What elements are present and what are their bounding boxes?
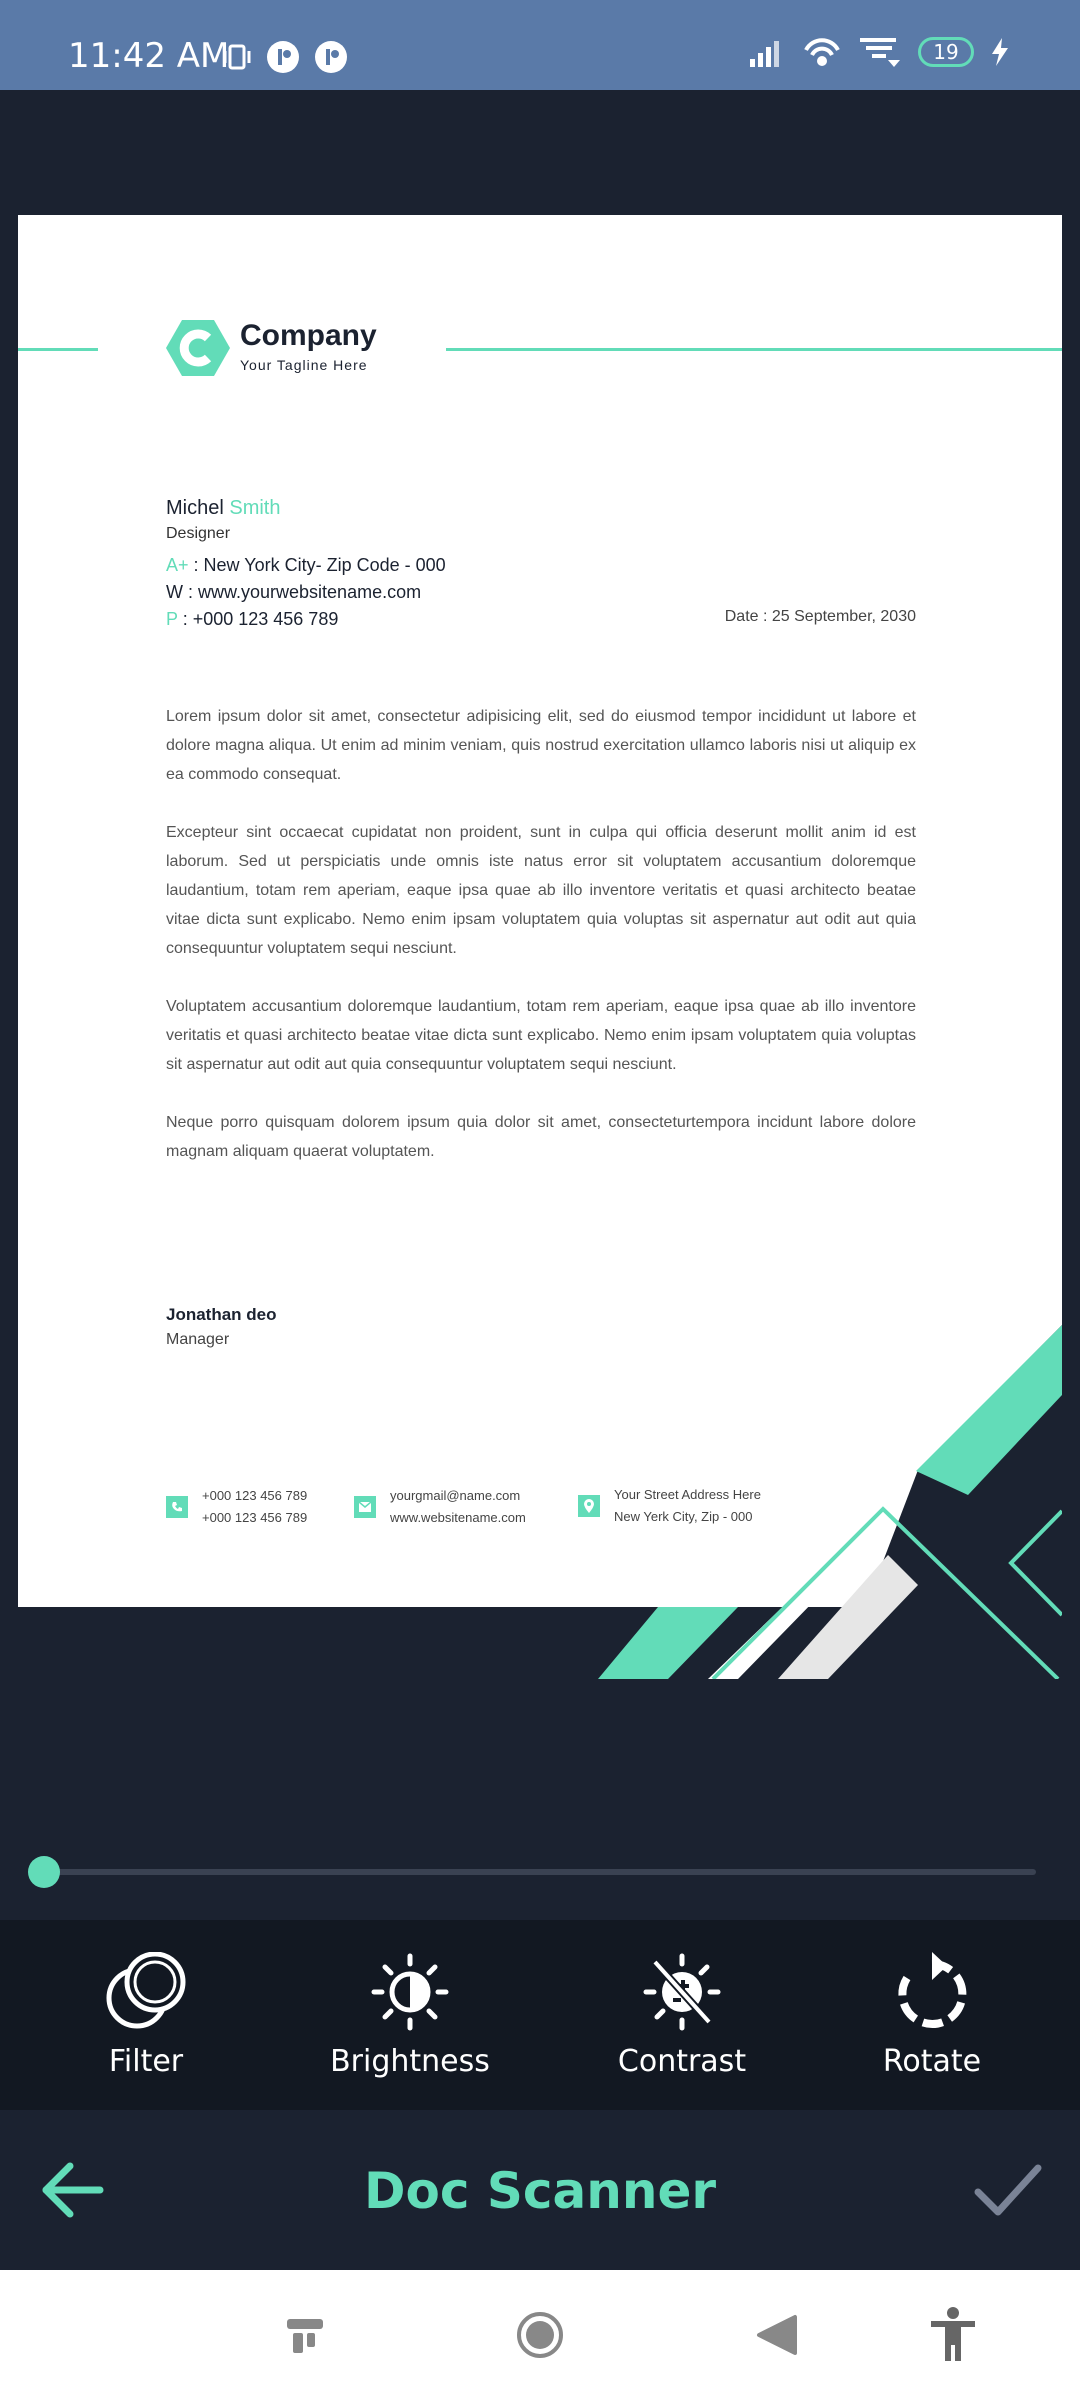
footer-phone [166,1485,307,1529]
brightness-icon [365,1952,455,2032]
charging-icon [990,37,1010,67]
body-paragraph: Lorem ipsum dolor sit amet, consectetur adipisicing elit, sed do eiusmod tempor incididunt ut labore et dolore magna aliqua. Ut enim ad minim veniam, quis nostrud exercitation ullamco laboris nisi ut aliquip ex ea commodo consequat. [166,708,916,783]
back-nav-button[interactable] [752,2310,802,2360]
sender-last-name: Smith [229,497,281,519]
system-navigation-bar [0,2270,1080,2400]
confirm-check-icon[interactable] [974,2160,1042,2220]
phone-prefix: P [166,609,178,629]
signer-role: Manager [166,1331,230,1348]
vibrate-icon [222,42,252,72]
website-prefix: W [166,582,183,602]
document-preview[interactable] [18,215,1062,1679]
filter-icon [101,1952,191,2032]
back-triangle-icon [755,2313,799,2357]
adjustment-slider-track[interactable] [44,1869,1036,1875]
mail-icon [354,1496,376,1518]
body-paragraph: Excepteur sint occaecat cupidatat non proident, sunt in culpa qui officia deserunt mollit anim id est laborum. Sed ut perspiciatis unde omnis iste natus error sit voluptatem accusantium doloremque laudantium, totam rem aperiam, eaque ipsa quae ab illo inventore veritatis et quasi architecto beatae vitae dicta sunt explicabo. Nemo enim ipsam voluptatem quia voluptas sit aspernatur aut odit aut quia consequuntur voluptatem sequi nesciunt. [166,824,916,957]
document-decoration [18,215,1062,1679]
contrast-icon [637,1952,727,2032]
status-time: 11:42 AM [68,36,230,76]
accessibility-button[interactable] [928,2310,978,2360]
app-title: Doc Scanner [363,2162,717,2220]
recent-apps-icon [283,2313,327,2357]
sender-first-name: Michel [166,497,224,519]
wifi-icon [858,36,902,68]
company-name: Company [240,319,377,352]
footer-web-text: www.websitename.com [390,1510,526,1525]
brightness-button[interactable] [330,1920,490,2110]
letter-date: Date : 25 September, 2030 [724,608,916,625]
website-text: : www.yourwebsitename.com [183,582,422,602]
sender-role: Designer [166,525,231,542]
battery-indicator: 19 [918,37,974,67]
filter-button[interactable] [86,1920,206,2110]
address-prefix: A+ [166,555,189,575]
location-pin-icon [578,1495,600,1517]
phone-text: : +000 123 456 789 [177,609,339,629]
app-bar [0,2110,1080,2270]
body-paragraph: Voluptatem accusantium doloremque laudantium, totam rem aperiam, eaque ipsa quae ab illo inventore veritatis et quasi architecto beatae vitae dicta sunt explicabo. Nemo enim ipsam voluptatem quia voluptas sit aspernatur aut odit aut quia consequuntur voluptatem sequi nesciunt. [166,998,916,1073]
contrast-label: Contrast [617,2044,747,2079]
app-notification-icon [314,40,348,74]
edit-toolbar [0,1920,1080,2110]
footer-address [578,1484,761,1528]
accessibility-icon [929,2307,977,2363]
status-notification-icons [222,40,348,74]
footer-email [354,1485,526,1529]
address-text: : New York City- Zip Code - 000 [188,555,446,575]
rotate-button[interactable] [872,1920,992,2110]
footer-city: New Yerk City, Zip - 000 [614,1509,753,1524]
footer-street: Your Street Address Here [614,1487,761,1502]
filter-label: Filter [108,2044,184,2079]
status-bar [0,0,1080,90]
home-icon [516,2311,564,2359]
rotate-label: Rotate [882,2044,982,2079]
signal-icon [748,37,786,67]
contrast-button[interactable] [612,1920,752,2110]
rotate-icon [887,1952,977,2032]
recent-apps-button[interactable] [280,2310,330,2360]
hotspot-icon [802,36,842,68]
phone-icon [166,1496,188,1518]
footer-phone-2: +000 123 456 789 [202,1510,308,1525]
company-tagline: Your Tagline Here [240,357,368,373]
footer-email-text: yourgmail@name.com [390,1488,521,1503]
body-paragraph: Neque porro quisquam dolorem ipsum quia dolor sit amet, consecteturtempora incidunt labore dolore magnam aliquam quaerat voluptatem. [166,1114,916,1160]
app-notification-icon [266,40,300,74]
brightness-label: Brightness [330,2044,490,2079]
status-system-icons [748,36,1010,68]
home-button[interactable] [515,2310,565,2360]
adjustment-slider-thumb[interactable] [28,1856,60,1888]
signer-name: Jonathan deo [166,1305,277,1324]
footer-phone-1: +000 123 456 789 [202,1488,308,1503]
